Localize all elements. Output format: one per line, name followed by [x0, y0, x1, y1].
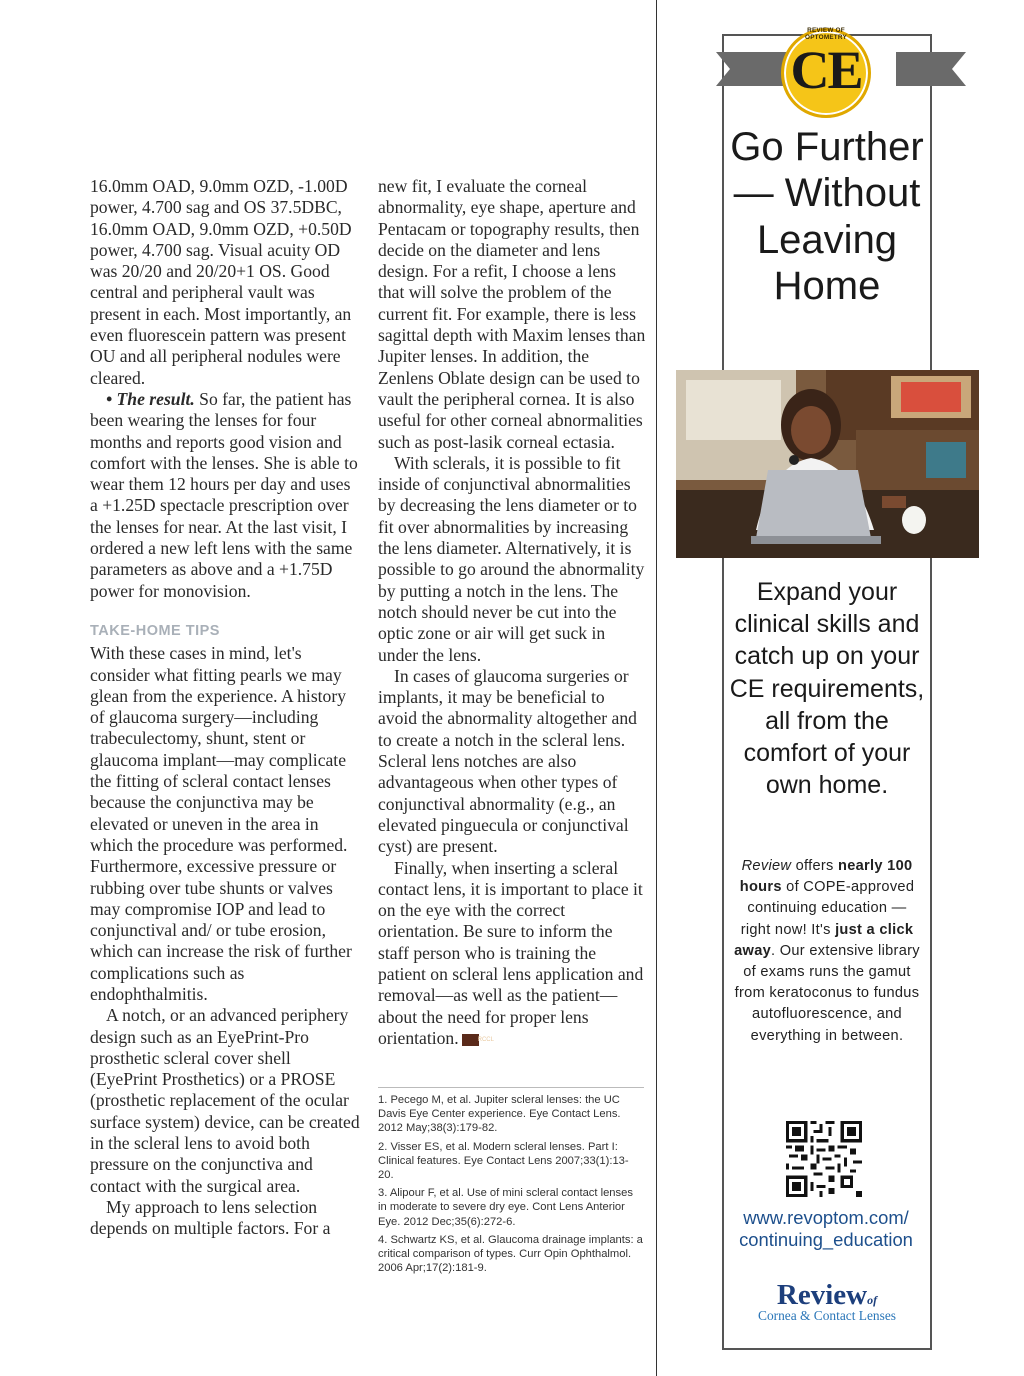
- col1-paragraph-4: A notch, or an advanced periphery design such as an EyePrint-Pro prosthetic scleral cover shell (EyePrint Prosthetics) or a PROSE (prosthetic replacement of the ocular surface system) device, can be created in the scleral lens to avoid both pressure on the conjunctiva and contact with the surgical area.: [90, 1005, 360, 1196]
- sidebar-offer-text: [734, 856, 920, 1047]
- offer-text-part: offers: [791, 858, 838, 874]
- sidebar-expand-text: Expand your clinical skills and catch up on your CE requirements, all from the comfort of your own home.: [729, 578, 925, 800]
- offer-bold-click: just a click away: [734, 921, 914, 959]
- offer-review-italic: Review: [741, 858, 792, 874]
- logo-of-word: of: [867, 1293, 878, 1307]
- result-paragraph: [90, 389, 360, 602]
- column-divider: [656, 0, 657, 1376]
- col1-paragraph-1: 16.0mm OAD, 9.0mm OZD, -1.00D power, 4.700 sag and OS 37.5DBC, 16.0mm OAD, 9.0mm OZD, +0.50D power, 4.700 sag. Visual acuity OD was 20/20 and 20/20+1 OS. Good central and peripheral vault was present in each. Most importantly, an even fluorescein pattern was present OU and all peripheral nodules were cleared.: [90, 176, 352, 388]
- col2-paragraph-4-text: Finally, when inserting a scleral contact lens, it is important to place it on the eye with the correct orientation. Be sure to inform the staff person who is training the patient on scleral lens application and removal—as well as the patient—about the need for proper lens orientation.: [378, 857, 644, 1048]
- ce-seal-text: CE: [790, 40, 862, 100]
- reference-item: 4. Schwartz KS, et al. Glaucoma drainage implants: a critical comparison of types. Curr Opin Ophthalmol. 2006 Apr;17(2):181-9.: [378, 1233, 643, 1275]
- col1-paragraph-5: My approach to lens selection depends on multiple factors. For a: [90, 1196, 331, 1239]
- logo-subtitle: Cornea & Contact Lenses: [758, 1308, 896, 1323]
- offer-text-part: of COPE-approved continuing education — right now! It's: [740, 879, 915, 938]
- col2-paragraph-1: new fit, I evaluate the corneal abnormality, eye shape, aperture and Pentacam or topography results, then decide on the diameter and lens design. For a refit, I choose a lens that will solve the problem of the current fit. For example, there is less sagittal depth with Maxim lenses than Jupiter lenses. In addition, the Zenlens Oblate design can be used to vault the peripheral cornea. It is also useful for other corneal abnormalities such as post-lasik corneal ectasia.: [378, 176, 646, 452]
- logo-review-word: Review: [776, 1279, 868, 1311]
- qr-code-icon[interactable]: [786, 1121, 862, 1197]
- col2-paragraph-4: [378, 858, 646, 1050]
- section-heading-take-home-tips: TAKE-HOME TIPS: [90, 622, 220, 639]
- reference-item: 2. Visser ES, et al. Modern scleral lenses. Part I: Clinical features. Eye Contact Lens 2007;33(1):13-20.: [378, 1140, 629, 1182]
- offer-text-part: . Our extensive library of exams runs the gamut from keratoconus to fundus autofluorescence, and everything in between.: [734, 942, 920, 1044]
- col2-paragraph-3: In cases of glaucoma surgeries or implants, it may be beneficial to avoid the abnormality altogether and to create a notch in the scleral lens. Scleral lens notches are also advantageous when other types of conjunctival abnormality (e.g., an elevated pinguecula or conjunctival cyst) are present.: [378, 665, 637, 857]
- reference-item: 3. Alipour F, et al. Use of mini scleral contact lenses in moderate to severe dry eye. Cont Lens Anterior Eye. 2012 Dec;35(6):272-6.: [378, 1187, 633, 1228]
- reference-item: 1. Pecego M, et al. Jupiter scleral lenses: the UC Davis Eye Center experience. Eye Contact Lens. 2012 May;38(3):179-82.: [378, 1094, 621, 1135]
- article-column-1: [90, 176, 360, 1240]
- col2-paragraph-2: With sclerals, it is possible to fit inside of conjunctival abnormalities by decreasing the lens diameter or to fit over abnormalities by increasing the lens diameter. Alternatively, it is possible to go around the abnormality by putting a notch in the lens. The notch should never be cut into the optic zone or air will get suck in under the lens.: [378, 452, 645, 665]
- col1-paragraph-3: With these cases in mind, let's consider what fitting pearls we may glean from the experience. A history of glaucoma surgery—including trabeculectomy, shunt, stent or glaucoma implant—may complicate the fitting of scleral contact lenses because the conjunctiva may be elevated or uneven in the area in which the procedure was performed. Furthermore, excessive pressure or rubbing over tube shunts or valves may compromise IOP and lead to conjunctival and/ or tube erosion, which can increase the risk of further complications such as endophthalmitis.: [90, 643, 352, 1004]
- offer-bold-hours: nearly 100 hours: [739, 858, 913, 896]
- result-text: So far, the patient has been wearing the lenses for four months and reports good vision and comfort with the lenses. She is able to wear them 12 hours per day and uses a +1.25D spectacle prescription over the lenses for near. At the last visit, I ordered a new left lens with the same parameters as above and a +1.75D power for monovision.: [90, 388, 358, 601]
- references-divider: [378, 1087, 644, 1088]
- continuing-education-link[interactable]: www.revoptom.com/ continuing_education: [739, 1207, 913, 1250]
- references: [378, 1087, 644, 1279]
- result-label: • The result.: [106, 388, 195, 409]
- end-mark-icon: RCCL: [462, 1034, 479, 1046]
- sidebar-headline: Go Further— Without Leaving Home: [730, 125, 924, 309]
- seal-ring-text: REVIEW OF OPTOMETRY: [805, 27, 847, 41]
- article-column-2: [378, 176, 646, 1049]
- woman-laptop-photo: [676, 370, 979, 558]
